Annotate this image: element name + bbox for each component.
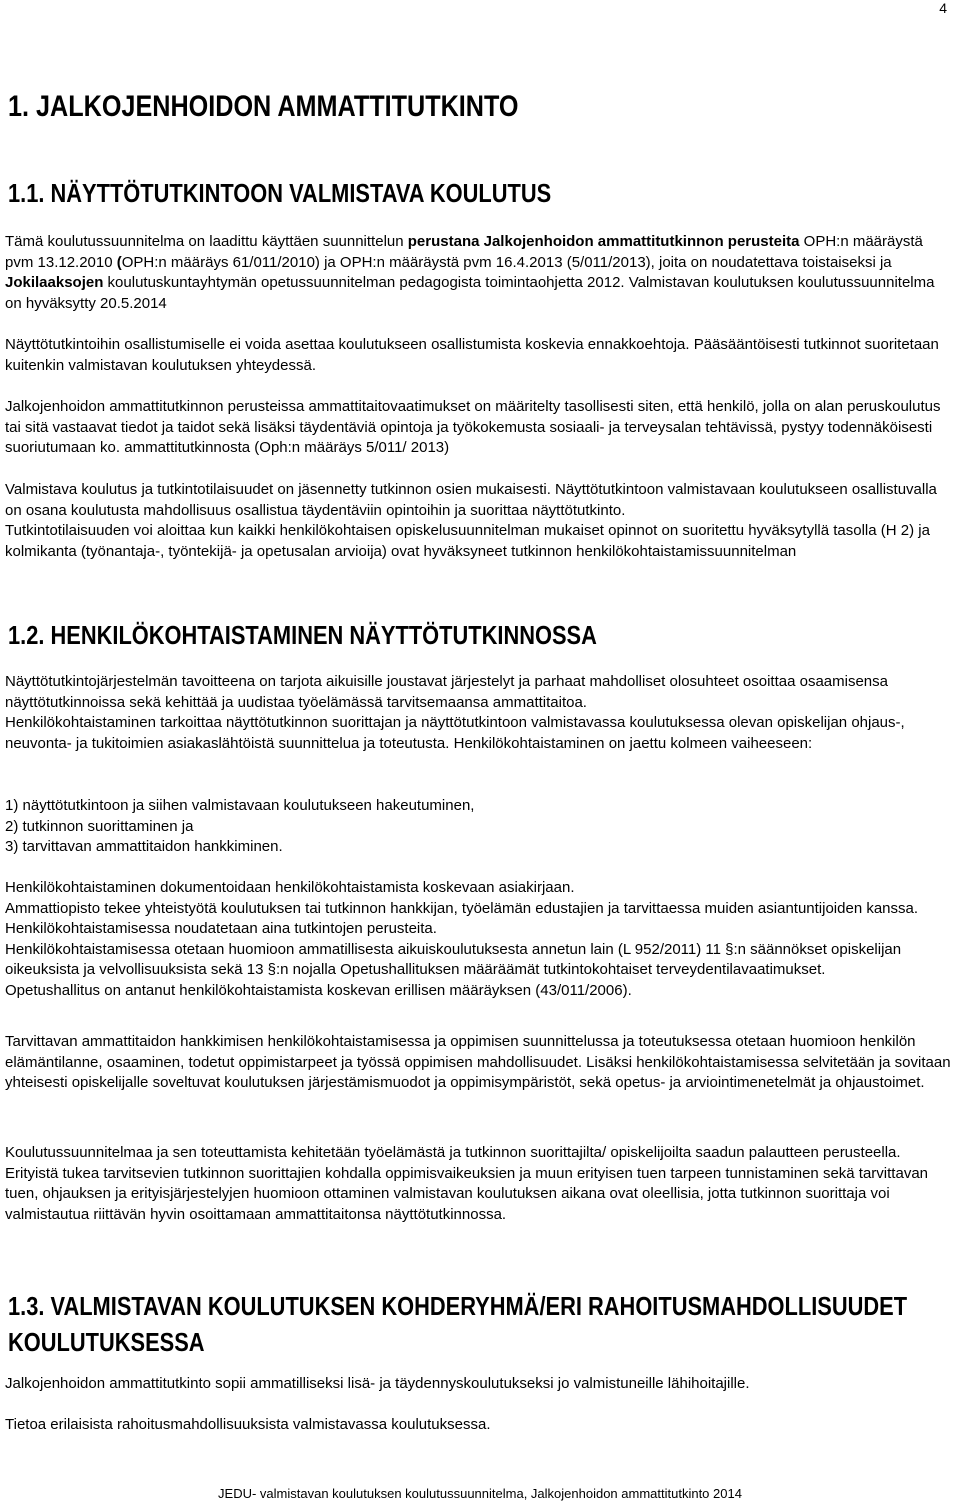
section-heading-1-3: 1.3. VALMISTAVAN KOULUTUKSEN KOHDERYHMÄ/ERI RAHOITUSMAHDOLLISUUDET KOULUTUKSESSA xyxy=(8,1291,908,1357)
paragraph-text: Näyttötutkintojärjestelmän tavoitteena on tarjota aikuisille joustavat järjestelyt ja parhaat mahdolliset olosuhteet osoittaa osaamisensa näyttötutkinnoissa sekä kehittää ja uudistaa työelämässä tarvitsemaansa ammattitaitoa. xyxy=(5,673,888,711)
paragraph-text: Henkilökohtaistaminen dokumentoidaan henkilökohtaistamista koskevaan asiakirjaan. xyxy=(5,879,575,896)
text-run: koulutuskuntayhtymän opetussuunnitelman pedagogista toimintaohjetta 2012. Valmistavan koulutuksen koulutussuunnitelma on hyväksytty 20.5.2014 xyxy=(5,274,935,312)
section-1-2-intro xyxy=(5,672,955,754)
section-1-1-paragraph-3: Jalkojenhoidon ammattitutkinnon perusteissa ammattitaitovaatimukset on määritelty tasollisesti siten, että henkilö, jolla on alan peruskoulutus tai sitä vastaavat tiedot ja taidot sekä lisäksi täydentäviä opintoja ja työkokemusta sosiaali- ja terveysalan tehtävissä, pystyy todennäköisesti suoriutumaan ko. ammattitutkinnosta (Oph:n määräys 5/011/ 2013) xyxy=(5,398,941,456)
text-run: Tämä koulutussuunnitelma on laadittu käyttäen suunnittelun xyxy=(5,233,408,250)
section-1-1-paragraph-1 xyxy=(5,232,955,314)
section-heading-1-2: 1.2. HENKILÖKOHTAISTAMINEN NÄYTTÖTUTKINNOSSA xyxy=(8,620,597,650)
section-heading-1-1: 1.1. NÄYTTÖTUTKINTOON VALMISTAVA KOULUTUS xyxy=(8,178,552,208)
paragraph-text: Tutkintotilaisuuden voi aloittaa kun kaikki henkilökohtaisen opiskelusuunnitelman mukaiset opinnot on suoritettu hyväksytyllä tasolla (H 2) ja kolmikanta (työnantaja-, työntekijä- ja opetusalan arvioija) ovat hyväksyneet tutkinnon henkilökohtaistamissuunnitelman xyxy=(5,522,930,560)
section-1-1-paragraph-2: Näyttötutkintoihin osallistumiselle ei voida asettaa koulutukseen osallistumista koskevia ennakkoehtoja. Pääsääntöisesti tutkinnot suoritetaan kuitenkin valmistavan koulutuksen yhteydessä. xyxy=(5,336,939,374)
text-run: OPH:n määräystä pvm 13.12.2010 xyxy=(5,233,923,271)
bold-text-run: ( xyxy=(116,253,122,271)
list-item: 1) näyttötutkintoon ja siihen valmistavaan koulutukseen hakeutuminen, xyxy=(5,797,475,814)
text-run: OPH:n määräys 61/011/2010) ja OPH:n määräystä pvm 16.4.2013 (5/011/2013), joita on noudatettava toistaiseksi ja xyxy=(121,253,892,271)
section-1-2-details xyxy=(5,878,955,1001)
paragraph-text: Opetushallitus on antanut henkilökohtaistamista koskevan erillisen määräyksen (43/011/2006). xyxy=(5,981,632,999)
section-1-3-paragraph-1: Jalkojenhoidon ammattitutkinto sopii ammatilliseksi lisä- ja täydennyskoulutukseksi jo valmistuneille lähihoitajille. xyxy=(5,1375,750,1392)
page-number: 4 xyxy=(939,0,947,16)
paragraph-text: Valmistava koulutus ja tutkintotilaisuudet on jäsennetty tutkinnon osien mukaisesti. Näyttötutkintoon valmistavaan koulutukseen osallistuvalla on osana koulutusta mahdollisuus osallistua täydentäviin opintoihin ja suorittaa näyttötutkinto. xyxy=(5,481,937,519)
list-item: 2) tutkinnon suorittaminen ja xyxy=(5,817,194,835)
paragraph-text: Henkilökohtaistaminen tarkoittaa näyttötutkinnon suorittajan ja näyttötutkintoon valmistavassa koulutuksessa olevan opiskelijan ohjaus-, neuvonta- ja tukitoimien asiakaslähtöistä suunnittelua ja toteutusta. Henkilökohtaistaminen on jaettu kolmeen vaiheeseen: xyxy=(5,714,905,752)
bold-text-run: Jokilaaksojen xyxy=(5,274,104,291)
section-1-2-paragraph-7: Tarvittavan ammattitaidon hankkimisen henkilökohtaistamisessa ja oppimisen suunnittelussa ja toteutuksessa otetaan huomioon henkilön elämäntilanne, osaaminen, todetut oppimistarpeet ja työssä oppimisen mahdollisuudet. Lisäksi henkilökohtaistamisessa selvitetään ja sovitaan yhteisesti opiskelijalle soveltuvat koulutuksen järjestämismuodot ja oppimisympäristöt, sekä opetus- ja arviointimenetelmät ja ohjaustoimet. xyxy=(5,1033,951,1091)
section-1-3-paragraph-2: Tietoa erilaisista rahoitusmahdollisuuksista valmistavassa koulutuksessa. xyxy=(5,1416,491,1433)
paragraph-text: Henkilökohtaistamisessa otetaan huomioon ammatillisesta aikuiskoulutuksesta annetun lain (L 952/2011) 11 §:n säännökset opiskelijan oikeuksista ja velvollisuuksista sekä 13 §:n nojalla Opetushallituksen määräämät tutkintokohtaiset terveydentilavaatimukset. xyxy=(5,940,902,978)
list-item: 3) tarvittavan ammattitaidon hankkiminen. xyxy=(5,838,283,855)
page-footer: JEDU- valmistavan koulutuksen koulutussuunnitelma, Jalkojenhoidon ammattitutkinto 2014 xyxy=(218,1486,742,1501)
main-heading: 1. JALKOJENHOIDON AMMATTITUTKINTO xyxy=(8,90,519,123)
paragraph-text: Ammattiopisto tekee yhteistyötä koulutuksen tai tutkinnon hankkijan, työelämän edustajien ja tarvittaessa muiden asiantuntijoiden kanssa. Henkilökohtaistamisessa noudatetaan aina tutkintojen perusteita. xyxy=(5,899,919,937)
section-1-2-paragraph-8: Koulutussuunnitelmaa ja sen toteuttamista kehitetään työelämästä ja tutkinnon suorittajilta/ opiskelijoilta saadun palautteen perusteella. Erityistä tukea tarvitsevien tutkinnon suorittajien kohdalla oppimisvaikeuksien ja muun erityisen tuen tarpeen tunnistaminen sekä tarvittavan tuen, ohjauksen ja erityisjärjestelyjen huomioon ottaminen valmistavan koulutuksen aikana ovat oleellisia, jotta tutkinnon suorittaja voi valmistautua riittävän hyvin osoittamaan ammattitaitonsa näyttötutkinnossa. xyxy=(5,1144,928,1223)
phase-list xyxy=(5,796,955,858)
bold-text-run: perustana Jalkojenhoidon ammattitutkinnon perusteita xyxy=(407,233,800,250)
section-1-1-paragraph-4 xyxy=(5,480,955,562)
